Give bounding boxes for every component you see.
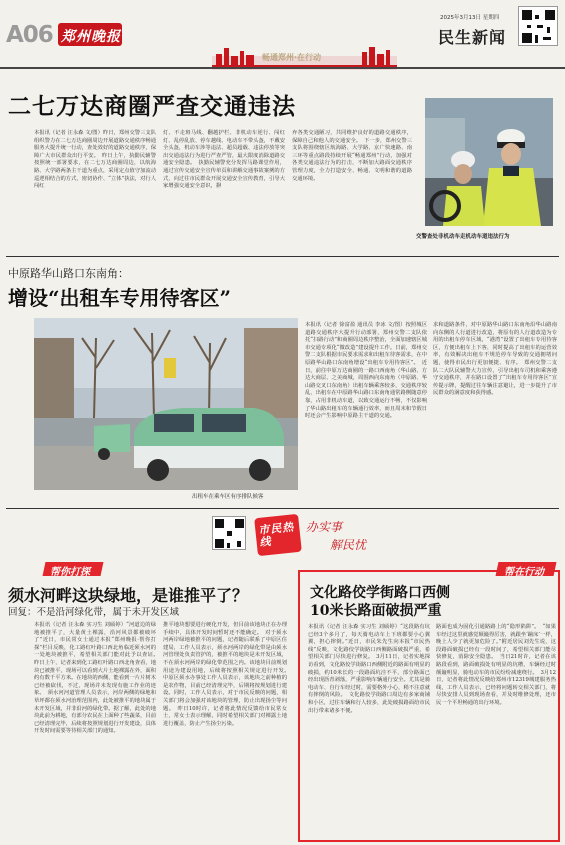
photo-taxi-queue xyxy=(34,318,298,490)
banner-title: 畅通郑州·在行动 xyxy=(262,53,322,62)
story2-col1: 本报讯（记者 徐富盈 通讯员 李冰 文/图）按照城区道路交通秩序大提升行动部署，郑州交警二支队依托“扫路行动”和商圈周边秩序整治，全面加速辖区城市交通专项化“微改造”建设提升工作。日前，郑州交警二支队根据市民要求需求和出租车待客需求，在中原路华山路口东南角增设“出租车专用待客区”。 近日，前往中原万达商圈的一路口西南角（华山路、方达大商层、之美商城，周围西向东南角（中原路、华山路交叉口东南角）出租车辆乘客较多，交通秩序较乱，出租车在中原路华山路口东南角通常路侧随意停靠，占用非机动车道，以致交通运行不畅，不仅影响了华山路出租车的车辆通行效率，而且周末和节假日时还会产生影响中原路主干道的交通。 xyxy=(305,322,427,420)
divider-2 xyxy=(6,508,559,509)
header-rule xyxy=(0,67,565,69)
qr-code-icon xyxy=(212,516,246,550)
story3-headline: 须水河畔这块绿地，是谁推平了？ xyxy=(8,586,249,605)
story1-col3: 弃各类交通陋习，共同维护良好的道路交通秩序，保障自己和他人的交通安全。 下一步，郑州交警三支队将围绕辖区航海路、大学路、京广快速路、南三环等重点路段持续开展“畅通郑州”行动，加强对各类交通违法行为的打击，不断加大路面交通秩序管理力度，全力打造安全、畅通、文明和谐的道路交通环境。 xyxy=(292,130,412,182)
story1-col1: 本报讯（记者 汪永森 文/图）昨日，郑州交警三支队组织警力在二七万达商圈周边开展道路交通秩序畅通服务大提升统一行动，查处效好的道路交通秩序，保障广大市民群众出行平安。 昨日上午，执勤民辅警按照统一部署要求，在二七万达商圈周边，以航海路、大学路两条主干道为重点，采用定点值守加流动巡逻相结合的方式，密切协作、“立体”执法，对行人闯红 xyxy=(34,130,156,190)
photo-traffic-police xyxy=(425,98,553,226)
police-photo xyxy=(425,98,553,226)
story4-headline-line2: 10米长路面破损严重 xyxy=(310,603,442,619)
hotline-logo-text: 市民热线 xyxy=(257,520,295,550)
divider-1 xyxy=(6,256,559,257)
story2-caption: 出租车在乘车区有序排队候客 xyxy=(192,494,264,500)
story4-tag: 帮在行动 xyxy=(504,567,544,578)
story1-col2: 灯、不走斑马线、翻越护栏、非机动车逆行、闯红灯、乱停乱放、停车越线、电动车不带头盔，不戴安全头盔，机动车涉等违法、超员超载、违法停放等突出交通违法行为进行严查严管，最大限度消除道路交通安全隐患。 执勤民辅警充分发挥马路课堂作用，通过宣传交通安全宣传单页和讲解交通事故案例的方式，向过往市民群众开展交通安全宣传教育，引导大家增强交通安全意识，摒 xyxy=(163,130,285,190)
section-title: 民生新闻 xyxy=(438,28,507,47)
story4-headline-line1: 文化路佼学街路口西侧 xyxy=(310,585,450,601)
story2-col2: 求和道路条件，对中原路华山路口东南角沿华山路南向东侧的人行道进行改造，将原有的人行道改造为专用的出租车停车区域，“港湾”设置了出租车专用待客区，方便出租车上下客，同时提高了出租车的运营效率，有效解决出租车不规范停车导致的交通拥堵问题，使得市民出行更加便捷、有序。 郑州交警二支队二大队民辅警大力宣传，引导出租车司机和乘客遵守交通秩序，并在路口设置了“出租车专用待客区”宣传提示牌，提醒过往车辆注意避让，进一步提升了市民群众的满意度和获得感。 xyxy=(433,322,557,397)
qr-code-icon xyxy=(518,6,558,46)
promo-slogan-2: 解民忧 xyxy=(330,538,367,552)
story3-tag: 帮你打探 xyxy=(50,567,90,578)
issue-date: 2025年3月13日 星期四 xyxy=(440,15,500,21)
story2-headline: 增设“出租车专用待客区” xyxy=(8,286,232,310)
promo-slogan-1: 办实事 xyxy=(306,520,343,534)
story4-col1: 本报讯（记者 汪永森 实习生 刘硕婷）“这段路有坑已经3个多月了，每天骑电动车上下班都要小心翼翼，担心摔倒。”近日，市民朱先生向本报“市民热线”反映，文化路佼学街路口西侧路面破损严重，希望相关部门尽快进行修复。 3月11日，记者实地探访看到，文化路佼学街路口西侧附近的路面有明显的破损，约10米长的一段路面坑洼不平，部分路面已经出现沥青剥落，严重影响车辆通行安全。尤其是骑电动车、自行车经过时，需要格外小心，稍不注意就有摔倒的风险。 文化路佼学街路口周边有多家商铺和小区，过往车辆和行人较多，此处破损路面给市民出行带来诸多不便。 xyxy=(308,624,430,714)
story4-col2: 路面也成为固化引通路路上的“隐形陷阱”。 “如果车经过这里就感觉颠簸得厉害，就跟坐‘蹦床’一样，晚上人少了就更加危险了。”附近居民刘先生说，这段路面破损已经有一段时间了，希望相关部门能尽快修复，消除安全隐患。 当日21时许，记者在该路段看到，路面破损处有明显的坑槽，车辆经过时颠簸明显，骑电动车的市民纷纷减速绕行。 3月12日，记者将此情况反映给郑州市12319城建服务热线，工作人员表示，已经将问题转交相关部门，将尽快安排人员到现场查看，并及时维修处理，还市民一个平坦畅通的出行环境。 xyxy=(436,624,556,706)
story3-col1: 本报讯（记者 汪永森 实习生 刘硕婷）“河道边的绿地被推平了，大量黄土裸露，沿河风景都被破坏了”近日，市民常女士通过本报“郑州晚报·帮你打探”栏目反映，化工路红叶路口西北角临近须水河的一处地块被推平，希望相关部门能对此予以查证。 昨日上午，记者来到化工路红叶路口西北角查看，地块已被推平，现场可以看到大片土地裸露在外，面积约有数千平方米。在地块的西侧，能看到一片片树木已经被砍伐，不过，现场并未发现有施工作业的迹象。 须水河河道管理人员表示，河岸两侧的绿地和草坪都在须水河治理范围内，此处被推平的地块属于未开发区域，并非沿河的绿化带。据了解，此处的地块此前为耕地，有部分农民在上面种了些蔬菜，目前已经清理完毕，后续将按照规划进行开发建设，具体开发时间需要等待相关部门的通知。 xyxy=(34,622,162,735)
story1-caption: 交警查处非机动车走机动车道违法行为 xyxy=(416,234,510,240)
taxi-photo xyxy=(34,318,298,490)
paper-name: 郑州晚报 xyxy=(61,29,121,45)
story2-kicker: 中原路华山路口东南角： xyxy=(8,267,129,280)
story3-subhead: 回复：不是沿河绿化带，属于未开发区域 xyxy=(8,607,180,618)
story3-col2: 推平地块想要进行硬化开发，但目前该地块正在办理手续中，具体开发时间暂时还不能确定。 对于须水河两岸绿地被推平的问题，记者随后联系了中原区住建局，工作人员表示，须水河两岸的绿化带是由须水河管理处负责管护的，被推平的地块是未开发区域，不在须水河两岸的绿化带范围之内。该地块目前规划用途为建设用地，后续将按照相关规定进行开发。 中原区须水办事处工作人员表示，该地块之前种植的是农作物，目前已经清理完毕，后期将按规划进行建设。同时，工作人员表示，对于市民反映的问题，相关部门将会加强对该地块的管理，防止出现扬尘等问题。 昨日10时许，记者将此情况反馈给市民常女士，常女士表示理解，同时希望相关部门对裸露土地进行覆盖，防止产生扬尘污染。 xyxy=(163,622,293,727)
page-number: A06 xyxy=(6,22,53,48)
story1-headline: 二七万达商圈严查交通违法 xyxy=(8,93,296,120)
